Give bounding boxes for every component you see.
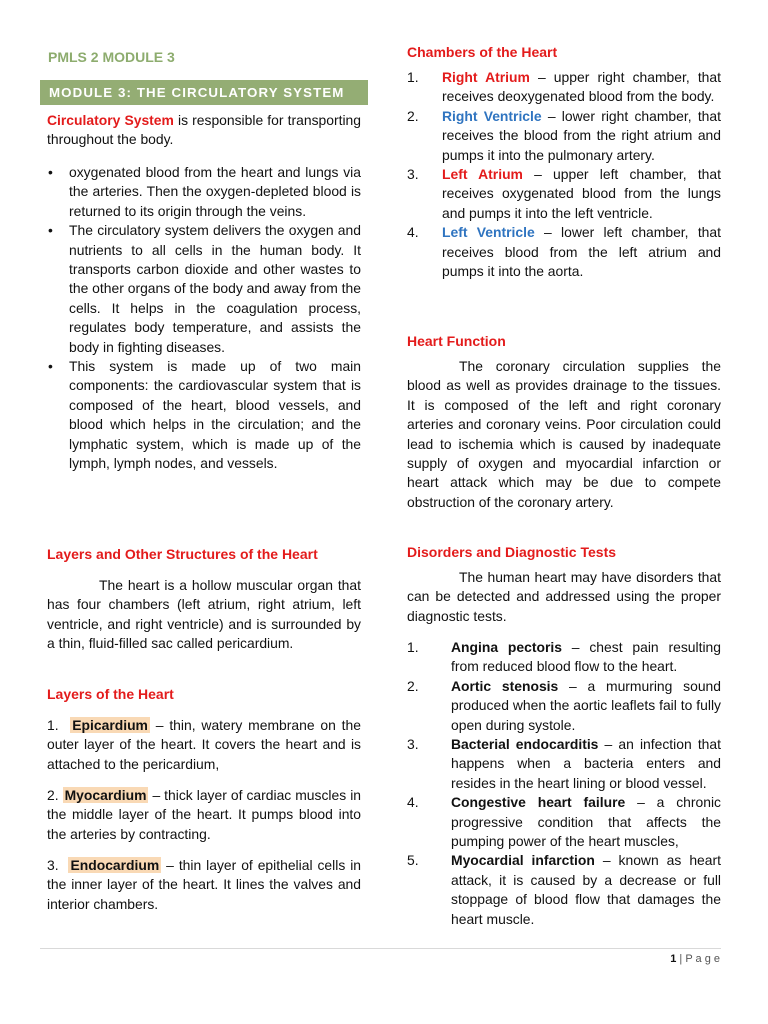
bullet-icon: • <box>48 164 53 180</box>
disorders-list <box>407 638 721 929</box>
heart-function-paragraph: The coronary circulation supplies the blood as well as provides drainage to the tissues. It is composed of the left and right coronary arteries and coronary veins. Poor circulation could lead to ischemia which is caused by inadequate supply of oxygen and myocardial infarction or heart attack which may be due to compete obstruction of the coronary artery. <box>407 358 721 510</box>
module-banner: MODULE 3: THE CIRCULATORY SYSTEM <box>40 80 368 105</box>
list-item: 2. Right Ventricle – lower right chamber, that receives the blood from the right atrium and pumps it into the pulmonary artery. <box>407 107 721 163</box>
list-item: 2. Aortic stenosis – a murmuring sound produced when the aortic leaflets fail to fully open during systole. <box>407 677 721 733</box>
chambers-list <box>407 68 721 281</box>
list-item: 3. Left Atrium – upper left chamber, that receives oxygenated blood from the lungs and pumps it into the left ventricle. <box>407 166 721 221</box>
layer-term: Myocardium <box>64 787 147 803</box>
page-footer <box>670 953 720 965</box>
bullet-list <box>47 163 361 474</box>
list-item: 3. Bacterial endocarditis – an infection that happens when a bacteria enters and resides in the heart lining or blood vessel. <box>407 736 721 791</box>
list-item: • oxygenated blood from the heart and lungs via the arteries. Then the oxygen-depleted blood is returned to its origin through the veins. <box>48 164 361 219</box>
page-number: 1 <box>670 953 677 965</box>
chambers-heading: Chambers of the Heart <box>407 44 558 60</box>
bullet-icon: • <box>48 222 53 239</box>
page-separator: | <box>676 953 686 965</box>
list-item: 4. Congestive heart failure – a chronic progressive condition that affects the pumping power of the heart muscles, <box>407 794 721 850</box>
layers-heading: Layers of the Heart <box>47 686 174 702</box>
disorders-heading: Disorders and Diagnostic Tests <box>407 544 617 560</box>
layer-term: Endocardium <box>70 857 160 873</box>
disorders-paragraph: The human heart may have disorders that can be detected and addressed using the proper diagnostic tests. <box>407 569 721 624</box>
module-label: PMLS 2 MODULE 3 <box>48 49 175 65</box>
list-item: 4. Left Ventricle – lower left chamber, that receives blood from the left atrium and pumps it into the aorta. <box>407 224 721 280</box>
bullet-icon: • <box>48 358 53 375</box>
list-item: 1. Angina pectoris – chest pain resulting from reduced blood flow to the heart. <box>407 639 721 675</box>
list-item: 5. Myocardial infarction – known as heart attack, it is caused by a decrease or full stoppage of blood flow that damages the heart muscle. <box>407 852 721 927</box>
heart-function-heading: Heart Function <box>407 333 506 349</box>
layers-structures-heading: Layers and Other Structures of the Heart <box>47 546 318 562</box>
list-item: • This system is made up of two main components: the cardiovascular system that is composed of the heart, blood vessels, and blood which helps in the circulation; and the lymphatic system, which is made up of the lymph, lymph nodes, and vessels. <box>48 358 361 472</box>
list-item: • The circulatory system delivers the oxygen and nutrients to all cells in the human body. It transports carbon dioxide and other wastes to the other organs of the body and away from the cells. It helps in the coagulation process, regulates body temperature, and assists the body in fighting diseases. <box>48 222 361 355</box>
footer-divider <box>40 948 721 949</box>
layer-term: Epicardium <box>72 717 148 733</box>
layer-item-endocardium: 3. Endocardium – thin layer of epithelial cells in the inner layer of the heart. It lines the valves and interior chambers. <box>47 857 362 912</box>
list-item: 1. Right Atrium – upper right chamber, that receives deoxygenated blood from the body. <box>407 69 721 105</box>
layers-structures-paragraph: The heart is a hollow muscular organ that has four chambers (left atrium, right atrium, left ventricle, and right ventricle) and is surrounded by a thin, fluid-filled sac called pericardium. <box>47 577 361 652</box>
page-label: P a g e <box>685 953 720 965</box>
layer-item-myocardium: 2. Myocardium – thick layer of cardiac muscles in the middle layer of the heart. It pumps blood into the arteries by contracting. <box>47 787 362 842</box>
intro-term: Circulatory System <box>47 112 174 128</box>
intro-paragraph <box>47 111 361 150</box>
intro-text: is responsible for transporting throughout the body. <box>47 112 361 148</box>
layer-item-epicardium: 1. Epicardium – thin, watery membrane on the outer layer of the heart. It covers the heart and is attached to the pericardium, <box>47 717 361 772</box>
